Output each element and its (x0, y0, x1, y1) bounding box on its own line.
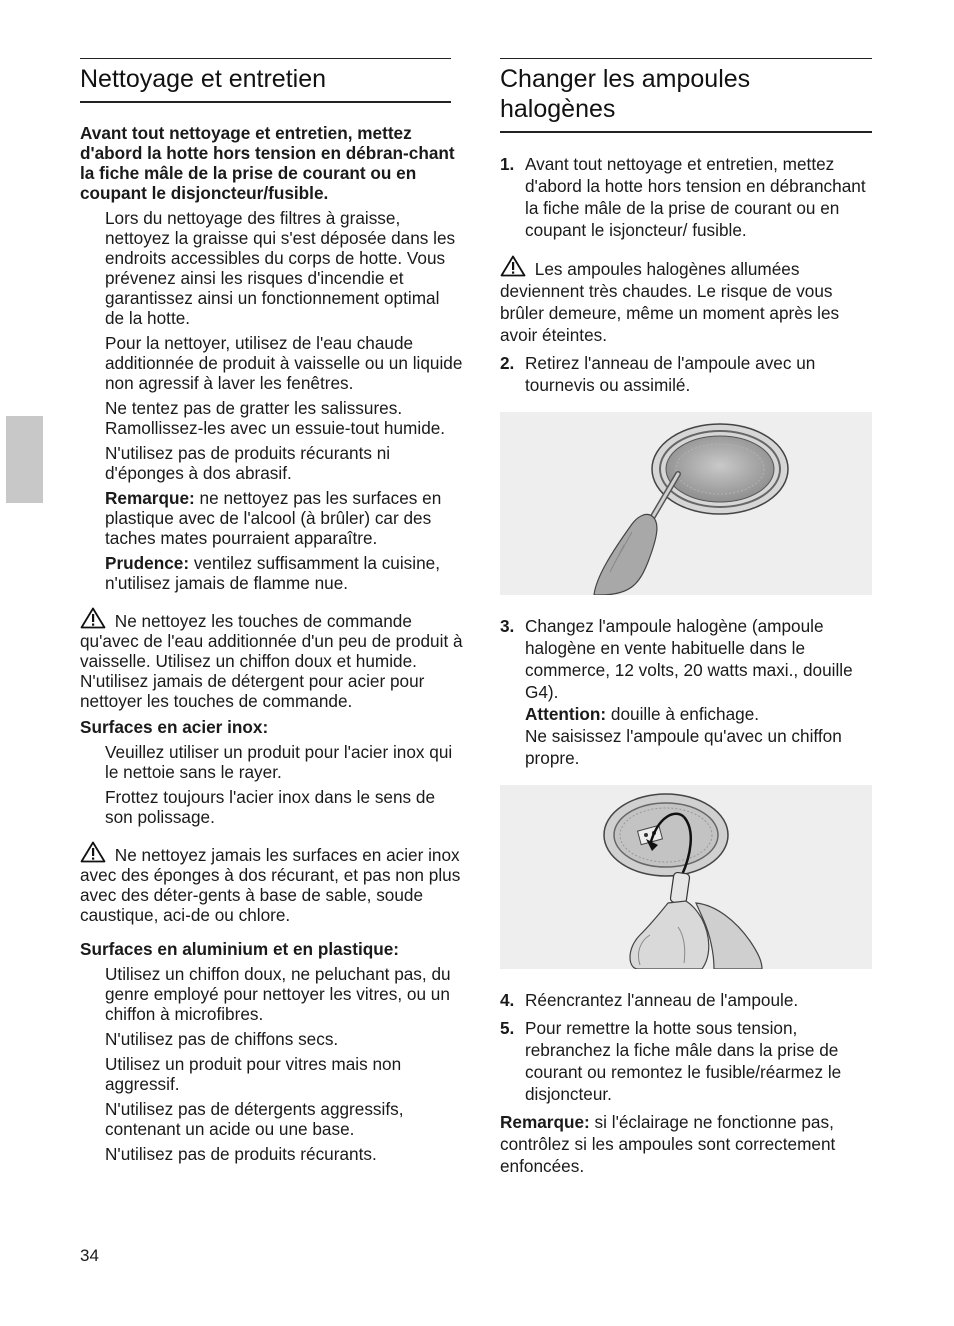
illustration-change-bulb (500, 785, 872, 969)
note-text: ne nettoyez pas les surfaces en plastique avec de l'alcool (à brûler) car des taches mates pourraient apparaître. (105, 488, 442, 548)
warning-controls-extra: N'utilisez jamais de détergent pour acier pour nettoyer les touches de commande. (80, 671, 425, 711)
note-text: si l'éclairage ne fonctionne pas, contrôlez si les ampoules sont correctement enfoncées. (500, 1112, 836, 1176)
page-number: 34 (80, 1246, 99, 1265)
section-title-bulbs: Changer les ampoules halogènes (500, 58, 872, 133)
warning-hot-bulbs (500, 255, 872, 346)
note-bulbs (500, 1111, 872, 1177)
step-number: 2. (500, 353, 515, 373)
section-tab-marker (6, 416, 43, 503)
intro-instruction: Avant tout nettoyage et entretien, mettez d'abord la hotte hors tension en débran-chant la fiche mâle de la prise de courant ou en coupant le disjoncteur/fusible. (80, 123, 455, 203)
note-label: Remarque: (105, 488, 195, 508)
cleaning-column (80, 58, 463, 1164)
hand-bulb-illustration (500, 785, 872, 969)
step-item (500, 153, 872, 241)
inox-subtitle: Surfaces en acier inox: (80, 717, 269, 737)
step-number: 5. (500, 1018, 515, 1038)
attention-label: Attention: (525, 704, 607, 724)
cleaning-paragraph: Lors du nettoyage des filtres à graisse, nettoyez la graisse qui s'est déposée dans les endroits accessibles du corps de hotte. Vous prévenez ainsi les risques d'incendie et garantissez ainsi un fonctionnement optimal de la hotte. (105, 208, 456, 328)
cleaning-paragraph: N'utilisez pas de produits récurants ni d'éponges à dos abrasif. (105, 443, 391, 483)
step-extra-text: Ne saisissez l'ampoule qu'avec un chiffon propre. (525, 726, 842, 768)
aluminium-paragraph: N'utilisez pas de chiffons secs. (105, 1029, 339, 1049)
section-title-cleaning: Nettoyage et entretien (80, 58, 451, 103)
step-text: Réencrantez l'anneau de l'ampoule. (525, 990, 799, 1010)
illustration-remove-ring (500, 412, 872, 595)
step-text: Retirez l'anneau de l'ampoule avec un tournevis ou assimilé. (525, 353, 816, 395)
bulb-steps (500, 615, 872, 769)
aluminium-paragraph: Utilisez un chiffon doux, ne peluchant pas, du genre employé pour nettoyer les vitres, ou un chiffon à microfibres. (105, 964, 451, 1024)
caution-paragraph (105, 553, 463, 593)
bulb-steps (500, 153, 872, 241)
bulb-steps (500, 352, 872, 396)
warning-inox (80, 841, 463, 925)
step-item (500, 989, 872, 1011)
step-text: Avant tout nettoyage et entretien, mettez d'abord la hotte hors tension en débranchant la fiche mâle de la prise de courant ou en coupant le isjoncteur/ fusible. (525, 154, 866, 240)
inox-paragraph: Veuillez utiliser un produit pour l'acier inox qui le nettoie sans le rayer. (105, 742, 453, 782)
caution-text: ventilez suffisamment la cuisine, n'utilisez jamais de flamme nue. (105, 553, 440, 593)
step-number: 1. (500, 154, 515, 174)
aluminium-paragraph: N'utilisez pas de détergents aggressifs, contenant un acide ou une base. (105, 1099, 404, 1139)
warning-triangle-icon (500, 255, 526, 277)
warning-triangle-icon (80, 607, 106, 629)
bulb-steps (500, 989, 872, 1105)
caution-label: Prudence: (105, 553, 190, 573)
note-paragraph (105, 488, 463, 548)
warning-controls (80, 607, 463, 671)
cleaning-paragraph: Pour la nettoyer, utilisez de l'eau chaude additionnée de produit à vaisselle ou un liquide non agressif à laver les fenêtres. (105, 333, 463, 393)
warning-text: Les ampoules halogènes allumées deviennent très chaudes. Le risque de vous brûler demeure, même un moment après les avoir éteintes. (500, 259, 840, 345)
aluminium-paragraph: N'utilisez pas de produits récurants. (105, 1144, 377, 1164)
cleaning-paragraph: Ne tentez pas de gratter les salissures. Ramollissez-les avec un essuie-tout humide. (105, 398, 446, 438)
step-item (500, 615, 872, 769)
step-item (500, 1017, 872, 1105)
note-label: Remarque: (500, 1112, 590, 1132)
step-number: 4. (500, 990, 515, 1010)
bulb-column (500, 58, 872, 1177)
step-text: Changez l'ampoule halogène (ampoule halogène en vente habituelle dans le commerce, 12 volts, 20 watts maxi., douille G4). (525, 616, 853, 702)
screwdriver-ring-illustration (500, 412, 872, 595)
aluminium-paragraph: Utilisez un produit pour vitres mais non aggressif. (105, 1054, 402, 1094)
attention-text: douille à enfichage. (606, 704, 760, 724)
warning-triangle-icon (80, 841, 106, 863)
step-text: Pour remettre la hotte sous tension, rebranchez la fiche mâle dans la prise de courant ou remontez le fusible/réarmez le disjoncteur. (525, 1018, 842, 1104)
warning-text: Ne nettoyez les touches de commande qu'avec de l'eau additionnée d'un peu de produit à vaisselle. Utilisez un chiffon doux et humide. (80, 611, 463, 671)
step-item (500, 352, 872, 396)
inox-paragraph: Frottez toujours l'acier inox dans le sens de son polissage. (105, 787, 436, 827)
aluminium-subtitle: Surfaces en aluminium et en plastique: (80, 939, 400, 959)
warning-text: Ne nettoyez jamais les surfaces en acier inox avec des éponges à dos récurant, et pas non plus avec des déter-gents à base de sable, soude caustique, aci-de ou chlore. (80, 845, 461, 925)
step-number: 3. (500, 616, 515, 636)
